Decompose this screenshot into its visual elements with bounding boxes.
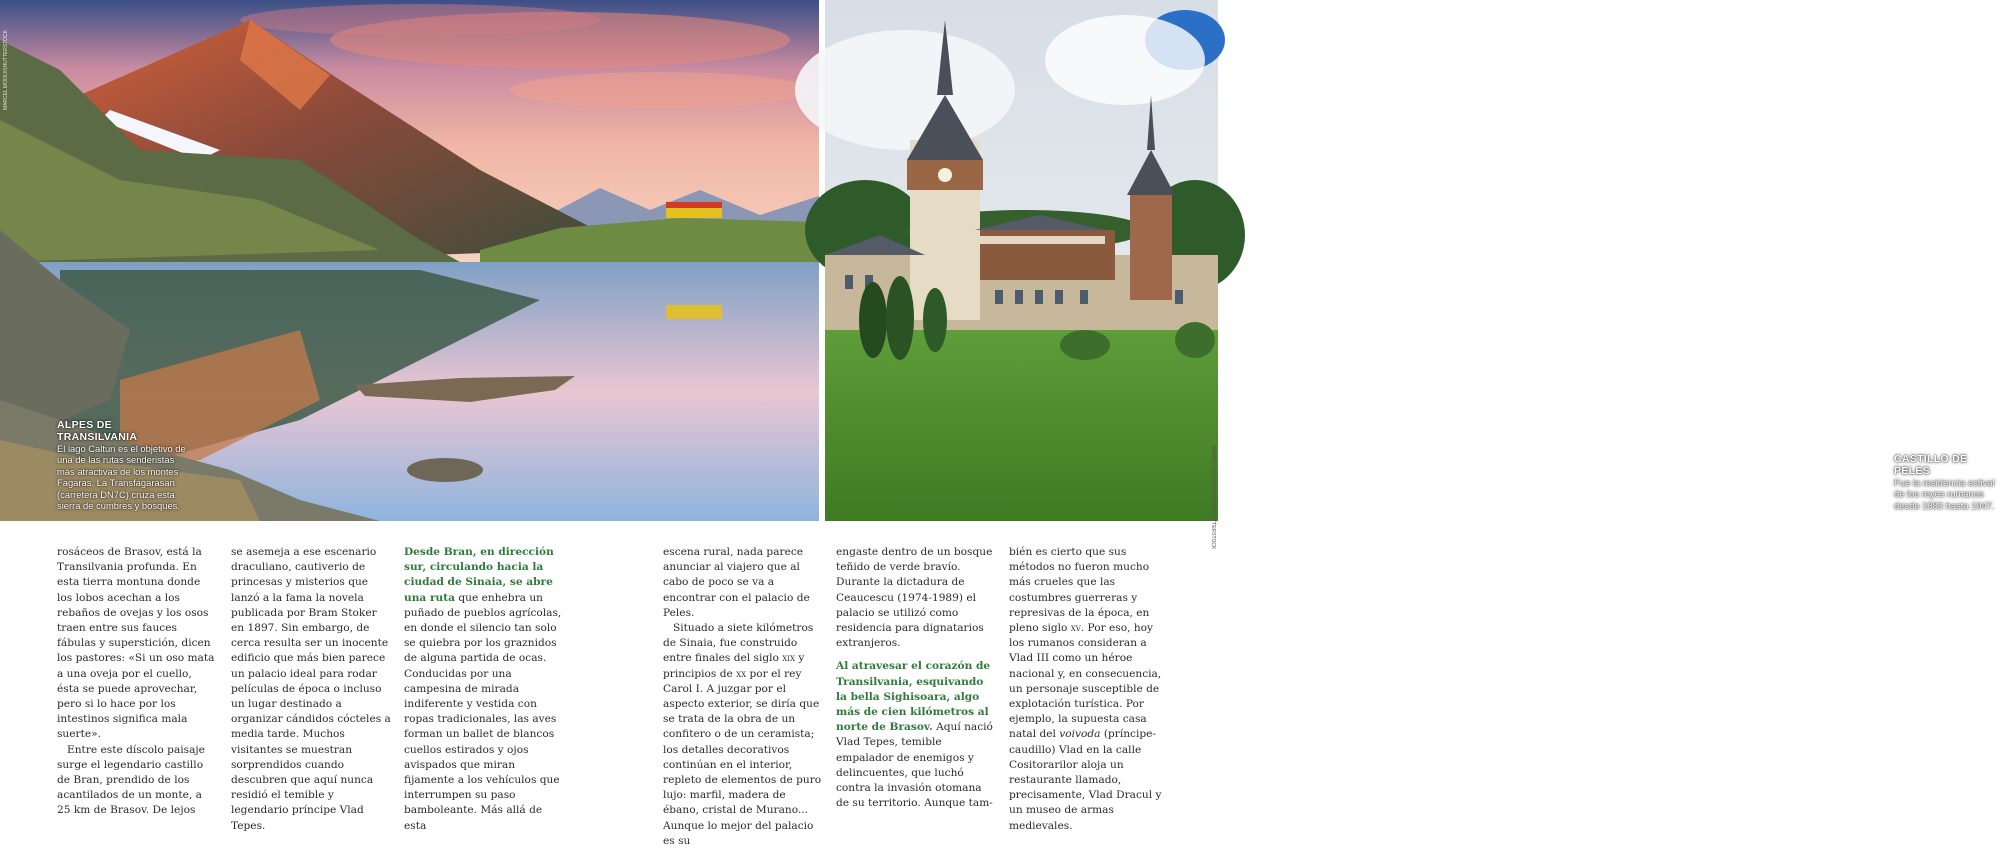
paragraph: rosáceos de Brasov, está la Transilvania profunda. En esta tierra montuna donde los lobos acechan a los rebaños de ovejas y los osos traen entre sus fauces fábulas y superstición, dicen los pastores: «Si un oso mata a una oveja por el cuello, ésta se puede aprovechar, pero si lo hace por los intestinos significa mala suerte». bbox=[57, 546, 215, 741]
lake-photo bbox=[0, 0, 819, 521]
paragraph bbox=[836, 659, 996, 811]
text-column-3 bbox=[404, 545, 564, 834]
paragraph: Entre este díscolo paisaje surge el legendario castillo de Bran, prendido de los acantilados de un monte, a 25 km de Brasov. De lejos bbox=[57, 743, 205, 817]
paragraph bbox=[404, 545, 564, 834]
section-lead: Al atravesar el corazón de Transilvania, esquivando la bella Sighisoara, algo más de cien kilómetros al norte de Brasov. bbox=[836, 660, 991, 734]
paragraph bbox=[1009, 545, 1169, 834]
roman-numeral: xv bbox=[1070, 622, 1081, 635]
peles-castle-image bbox=[825, 0, 1218, 521]
paragraph-text: bién es cierto que sus métodos no fueron mucho más crueles que las costumbres guerreras y represivas de la época, en pleno siglo bbox=[1009, 546, 1150, 635]
castle-caption-title: CASTILLO DE PELES bbox=[1894, 453, 1968, 477]
text-column-6 bbox=[1009, 545, 1169, 834]
photo-credit-lake: MARCEL MOOIJ/SHUTTERSTOCK bbox=[3, 29, 9, 110]
paragraph-text: (príncipe-caudillo) Vlad en la calle Cositorarilor aloja un restaurante llamado, precisamente, Vlad Dracul y un museo de armas medievales. bbox=[1009, 728, 1162, 832]
text-column-2 bbox=[231, 545, 391, 834]
lake-caption-title: ALPES DE TRANSILVANIA bbox=[57, 419, 138, 443]
paragraph: se asemeja a ese escenario draculiano, cautiverio de princesas y misterios que lanzó a la fama la novela publicada por Bram Stoker en 1897. Sin embargo, de cerca resulta ser un inocente edificio que más bien parece un palacio ideal para rodar películas de época o incluso un lugar destinado a organizar cándidos cócteles a media tarde. Muchos visitantes se muestran sorprendidos cuando descubren que aquí nunca residió el temible y legendario príncipe Vlad Tepes. bbox=[231, 546, 391, 832]
paragraph-text: Aquí nació Vlad Tepes, temible empalador de enemigos y delincuentes, que luchó contra la invasión otomana de su territorio. Aunque tam- bbox=[836, 721, 993, 810]
text-column-1 bbox=[57, 545, 217, 819]
text-column-4 bbox=[663, 545, 823, 849]
section-lead: Desde Bran, en dirección sur, circulando hacia la ciudad de Sinaia, se abre una ruta bbox=[404, 546, 554, 604]
paragraph: escena rural, nada parece anunciar al viajero que al cabo de poco se va a encontrar con el palacio de Peles. bbox=[663, 546, 810, 619]
paragraph-text: por el rey Carol I. A juzgar por el aspecto exterior, se diría que se trata de la obra de un confitero o de un ceramista; los detalles decorativos continúan en el interior, repleto de elementos de puro lujo: marfil, madera de ébano, cristal de Murano... Aunque lo mejor del palacio es su bbox=[663, 667, 822, 847]
castle-caption bbox=[1894, 453, 2004, 511]
text-column-5 bbox=[836, 545, 996, 811]
paragraph bbox=[663, 621, 823, 849]
paragraph-text: Situado a siete kilómetros de Sinaia, fue construido entre finales del siglo bbox=[663, 622, 814, 665]
photo-credit-castle: ANDREY SHCHERBUKHIN/SHUTTERSTOCK bbox=[1210, 445, 1216, 550]
castle-caption-text: Fue la residencia estival de los reyes rumanos desde 1883 hasta 1947. bbox=[1894, 477, 1995, 511]
paragraph-text: que enhebra un puñado de pueblos agrícolas, en donde el silencio tan solo se quiebra por los graznidos de alguna partida de ocas. Conducidas por una campesina de mirada indiferente y vestida con ropas tradicionales, las aves forman un ballet de blancos cuellos estirados y ojos avispados que miran fijamente a los vehículos que interrumpen su paso bamboleante. Más allá de esta bbox=[404, 591, 562, 832]
lake-caption bbox=[57, 419, 193, 511]
paragraph-text: . Por eso, hoy los rumanos consideran a Vlad III como un héroe nacional y, en consecuencia, un personaje susceptible de explotación turística. Por ejemplo, la supuesta casa natal del bbox=[1009, 622, 1162, 741]
paragraph-text: y principios de bbox=[663, 652, 805, 680]
paragraph: engaste dentro de un bosque teñido de verde bravío. Durante la dictadura de Ceaucescu (1974-1989) el palacio se utilizó como residencia para dignatarios extranjeros. bbox=[836, 546, 993, 650]
castle-photo bbox=[825, 0, 1995, 521]
lake-caption-text: El lago Caltun es el objetivo de una de las rutas senderistas más atractivas de los montes Fagaras. La Transfagarasan (carretera DN7C) cruza esta sierra de cumbres y bosques. bbox=[57, 443, 186, 512]
italic-term: voivoda bbox=[1059, 728, 1101, 741]
roman-numeral: xix bbox=[782, 652, 795, 665]
roman-numeral: xx bbox=[736, 667, 747, 680]
